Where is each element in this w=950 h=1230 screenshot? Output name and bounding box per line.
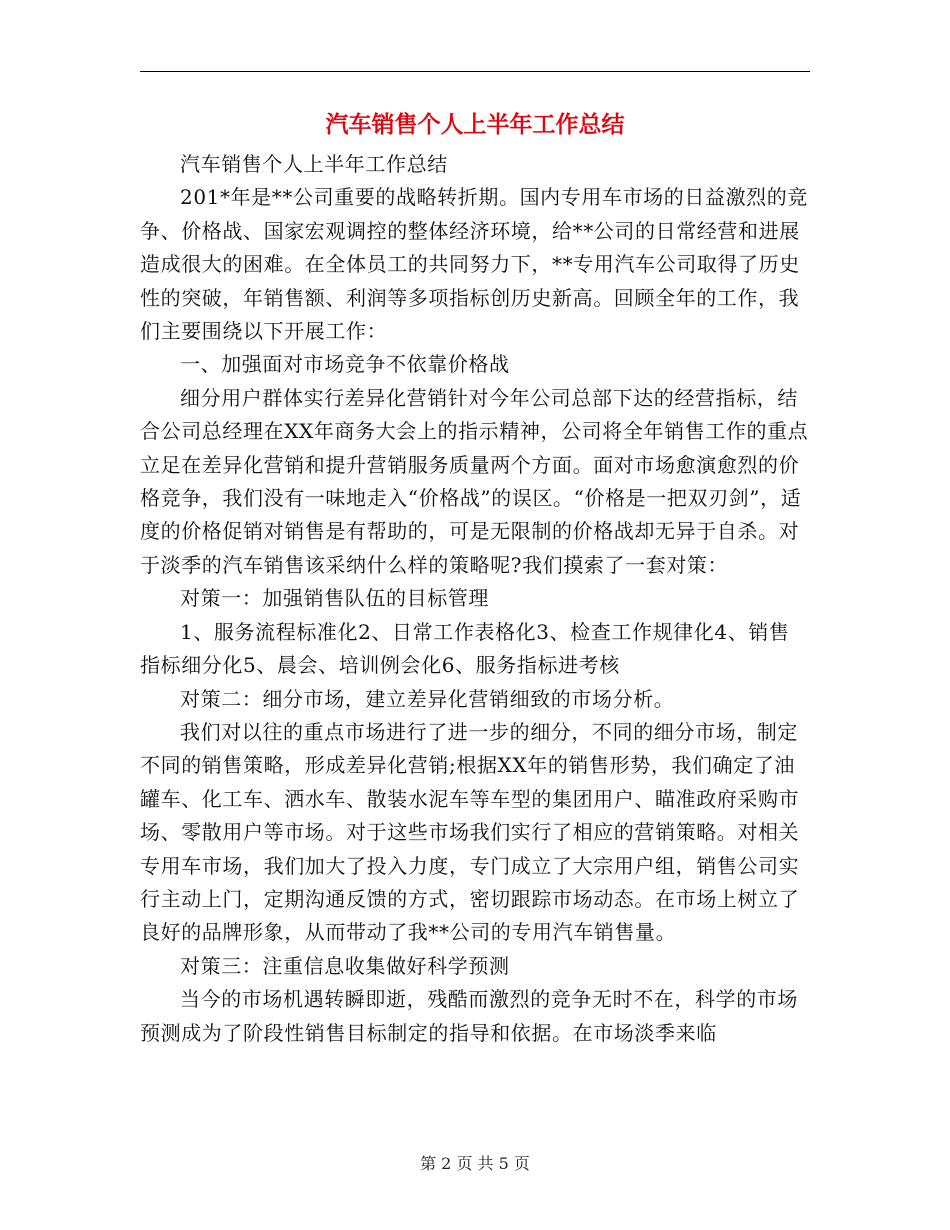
- paragraph-subtitle: 汽车销售个人上半年工作总结: [180, 152, 448, 176]
- header-rule: [140, 71, 810, 72]
- document-body: [140, 148, 810, 1050]
- paragraph-intro: 201*年是**公司重要的战略转折期。国内专用车市场的日益激烈的竞争、价格战、国家宏观调控的整体经济环境，给**公司的日常经营和进展造成很大的困难。在全体员工的共同努力下，**专用汽车公司取得了历史性的突破，年销售额、利润等多项指标创历史新高。回顾全年的工作，我们主要围绕以下开展工作：: [140, 185, 808, 344]
- strategy-heading-3: 对策三：注重信息收集做好科学预测: [180, 953, 510, 978]
- page-number: 第 2 页 共 5 页: [420, 1154, 530, 1173]
- section-heading-1: 一、加强面对市场竞争不依靠价格战: [180, 352, 510, 377]
- paragraph-strategy-1-list: 1、服务流程标准化2、日常工作表格化3、检查工作规律化4、销售指标细分化5、晨会、培训例会化6、服务指标进考核: [140, 619, 790, 678]
- paragraph-strategy-3: 当今的市场机遇转瞬即逝，残酷而激烈的竞争无时不在，科学的市场预测成为了阶段性销售目标制定的指导和依据。在市场淡季来临: [140, 987, 798, 1045]
- document-title: 汽车销售个人上半年工作总结: [325, 112, 625, 138]
- strategy-heading-2: 对策二：细分市场，建立差异化营销细致的市场分析。: [180, 686, 675, 711]
- paragraph-strategy-2: 我们对以往的重点市场进行了进一步的细分，不同的细分市场，制定不同的销售策略，形成差异化营销;根据XX年的销售形势，我们确定了油罐车、化工车、洒水车、散装水泥车等车型的集团用户、瞄准政府采购市场、零散用户等市场。对于这些市场我们实行了相应的营销策略。对相关专用车市场，我们加大了投入力度，专门成立了大宗用户组，销售公司实行主动上门，定期沟通反馈的方式，密切跟踪市场动态。在市场上树立了良好的品牌形象，从而带动了我**公司的专用汽车销售量。: [140, 719, 800, 945]
- strategy-heading-1: 对策一：加强销售队伍的目标管理: [180, 586, 489, 611]
- paragraph-section-1: 细分用户群体实行差异化营销针对今年公司总部下达的经营指标，结合公司总经理在XX年商务大会上的指示精神，公司将全年销售工作的重点立足在差异化营销和提升营销服务质量两个方面。面对市场愈演愈烈的价格竞争，我们没有一味地走入“价格战”的误区。“价格是一把双刃剑”，适度的价格促销对销售是有帮助的，可是无限制的价格战却无异于自杀。对于淡季的汽车销售该采纳什么样的策略呢?我们摸索了一套对策：: [140, 385, 809, 577]
